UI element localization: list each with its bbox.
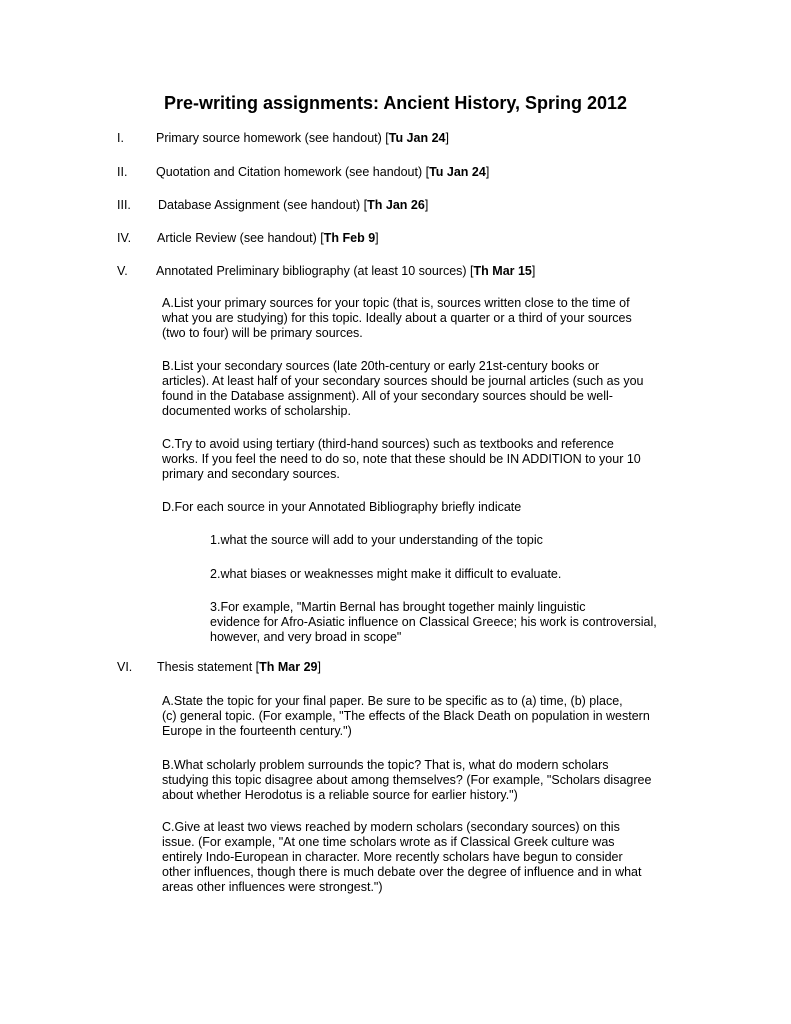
section-iii-date: Th Jan 26 [367, 198, 425, 212]
section-number: VI. [117, 660, 133, 674]
section-v-d-2-text: 2.what biases or weaknesses might make it difficult to evaluate. [210, 567, 562, 581]
page-title: Pre-writing assignments: Ancient History, Spring 2012 [163, 93, 628, 113]
section-vi-a-line-3: Europe in the fourteenth century.") [162, 724, 352, 738]
section-v-date: Th Mar 15 [473, 264, 532, 278]
section-v-d-3-line-1: 3.For example, "Martin Bernal has brought together mainly linguistic [210, 600, 586, 614]
section-v-c-line-1: C.Try to avoid using tertiary (third-hand sources) such as textbooks and reference [162, 437, 614, 451]
section-vi-b-line-2: studying this topic disagree about among themselves? (For example, "Scholars disagree [162, 773, 652, 787]
section-v-b-line-4: documented works of scholarship. [162, 404, 351, 418]
section-vi-c-line-3: entirely Indo-European in character. More recently scholars have begun to consider [162, 850, 623, 864]
section-vi-b-line-1: B.What scholarly problem surrounds the topic? That is, what do modern scholars [162, 758, 609, 772]
section-number: IV. [117, 231, 132, 245]
section-vi-a-line-2: (c) general topic. (For example, "The effects of the Black Death on population in western [162, 709, 650, 723]
section-i-date: Tu Jan 24 [388, 131, 446, 145]
section-number: I. [117, 131, 124, 145]
section-vi-c-line-2: issue. (For example, "At one time scholars wrote as if Classical Greek culture was [162, 835, 615, 849]
section-vi-date: Th Mar 29 [259, 660, 318, 674]
section-i-text: Primary source homework (see handout) [Tu Jan 24] [156, 131, 449, 145]
section-vi-c-line-1: C.Give at least two views reached by modern scholars (secondary sources) on this [162, 820, 620, 834]
section-v-c-line-2: works. If you feel the need to do so, note that these should be IN ADDITION to your 10 [162, 452, 641, 466]
section-iii-text: Database Assignment (see handout) [Th Jan 26] [158, 198, 429, 212]
section-v-a-line-2: what you are studying) for this topic. Ideally about a quarter or a third of your sources [162, 311, 632, 325]
section-vi-text: Thesis statement [Th Mar 29] [157, 660, 321, 674]
section-ii-text: Quotation and Citation homework (see handout) [Tu Jan 24] [156, 165, 490, 179]
section-vi-b-line-3: about whether Herodotus is a reliable source for earlier history.") [162, 788, 518, 802]
section-iv-text: Article Review (see handout) [Th Feb 9] [157, 231, 379, 245]
section-vi-c-line-5: areas other influences were strongest.") [162, 880, 383, 894]
section-v-b-line-1: B.List your secondary sources (late 20th-century or early 21st-century books or [162, 359, 600, 373]
section-number: V. [117, 264, 128, 278]
section-v-text: Annotated Preliminary bibliography (at least 10 sources) [Th Mar 15] [156, 264, 536, 278]
section-v-a-line-3: (two to four) will be primary sources. [162, 326, 363, 340]
section-v-d-text: D.For each source in your Annotated Bibliography briefly indicate [162, 500, 522, 514]
section-v-a-line-1: A.List your primary sources for your topic (that is, sources written close to the time of [162, 296, 630, 310]
section-vi-a-line-1: A.State the topic for your final paper. Be sure to be specific as to (a) time, (b) place, [162, 694, 623, 708]
section-v-c-line-3: primary and secondary sources. [162, 467, 340, 481]
section-number: II. [117, 165, 128, 179]
section-number: III. [117, 198, 131, 212]
section-vi-c-line-4: other influences, though there is much debate over the degree of influence and in what [162, 865, 642, 879]
section-v-d-3-line-3: however, and very broad in scope" [210, 630, 402, 644]
section-v-d-3-line-2: evidence for Afro-Asiatic influence on Classical Greece; his work is controversial, [210, 615, 657, 629]
section-ii-date: Tu Jan 24 [429, 165, 486, 179]
section-v-d-1-text: 1.what the source will add to your understanding of the topic [210, 533, 543, 547]
section-iv-date: Th Feb 9 [323, 231, 376, 245]
section-v-b-line-3: found in the Database assignment). All of your secondary sources should be well- [162, 389, 613, 403]
section-v-b-line-2: articles). At least half of your secondary sources should be journal articles (such as you [162, 374, 644, 388]
